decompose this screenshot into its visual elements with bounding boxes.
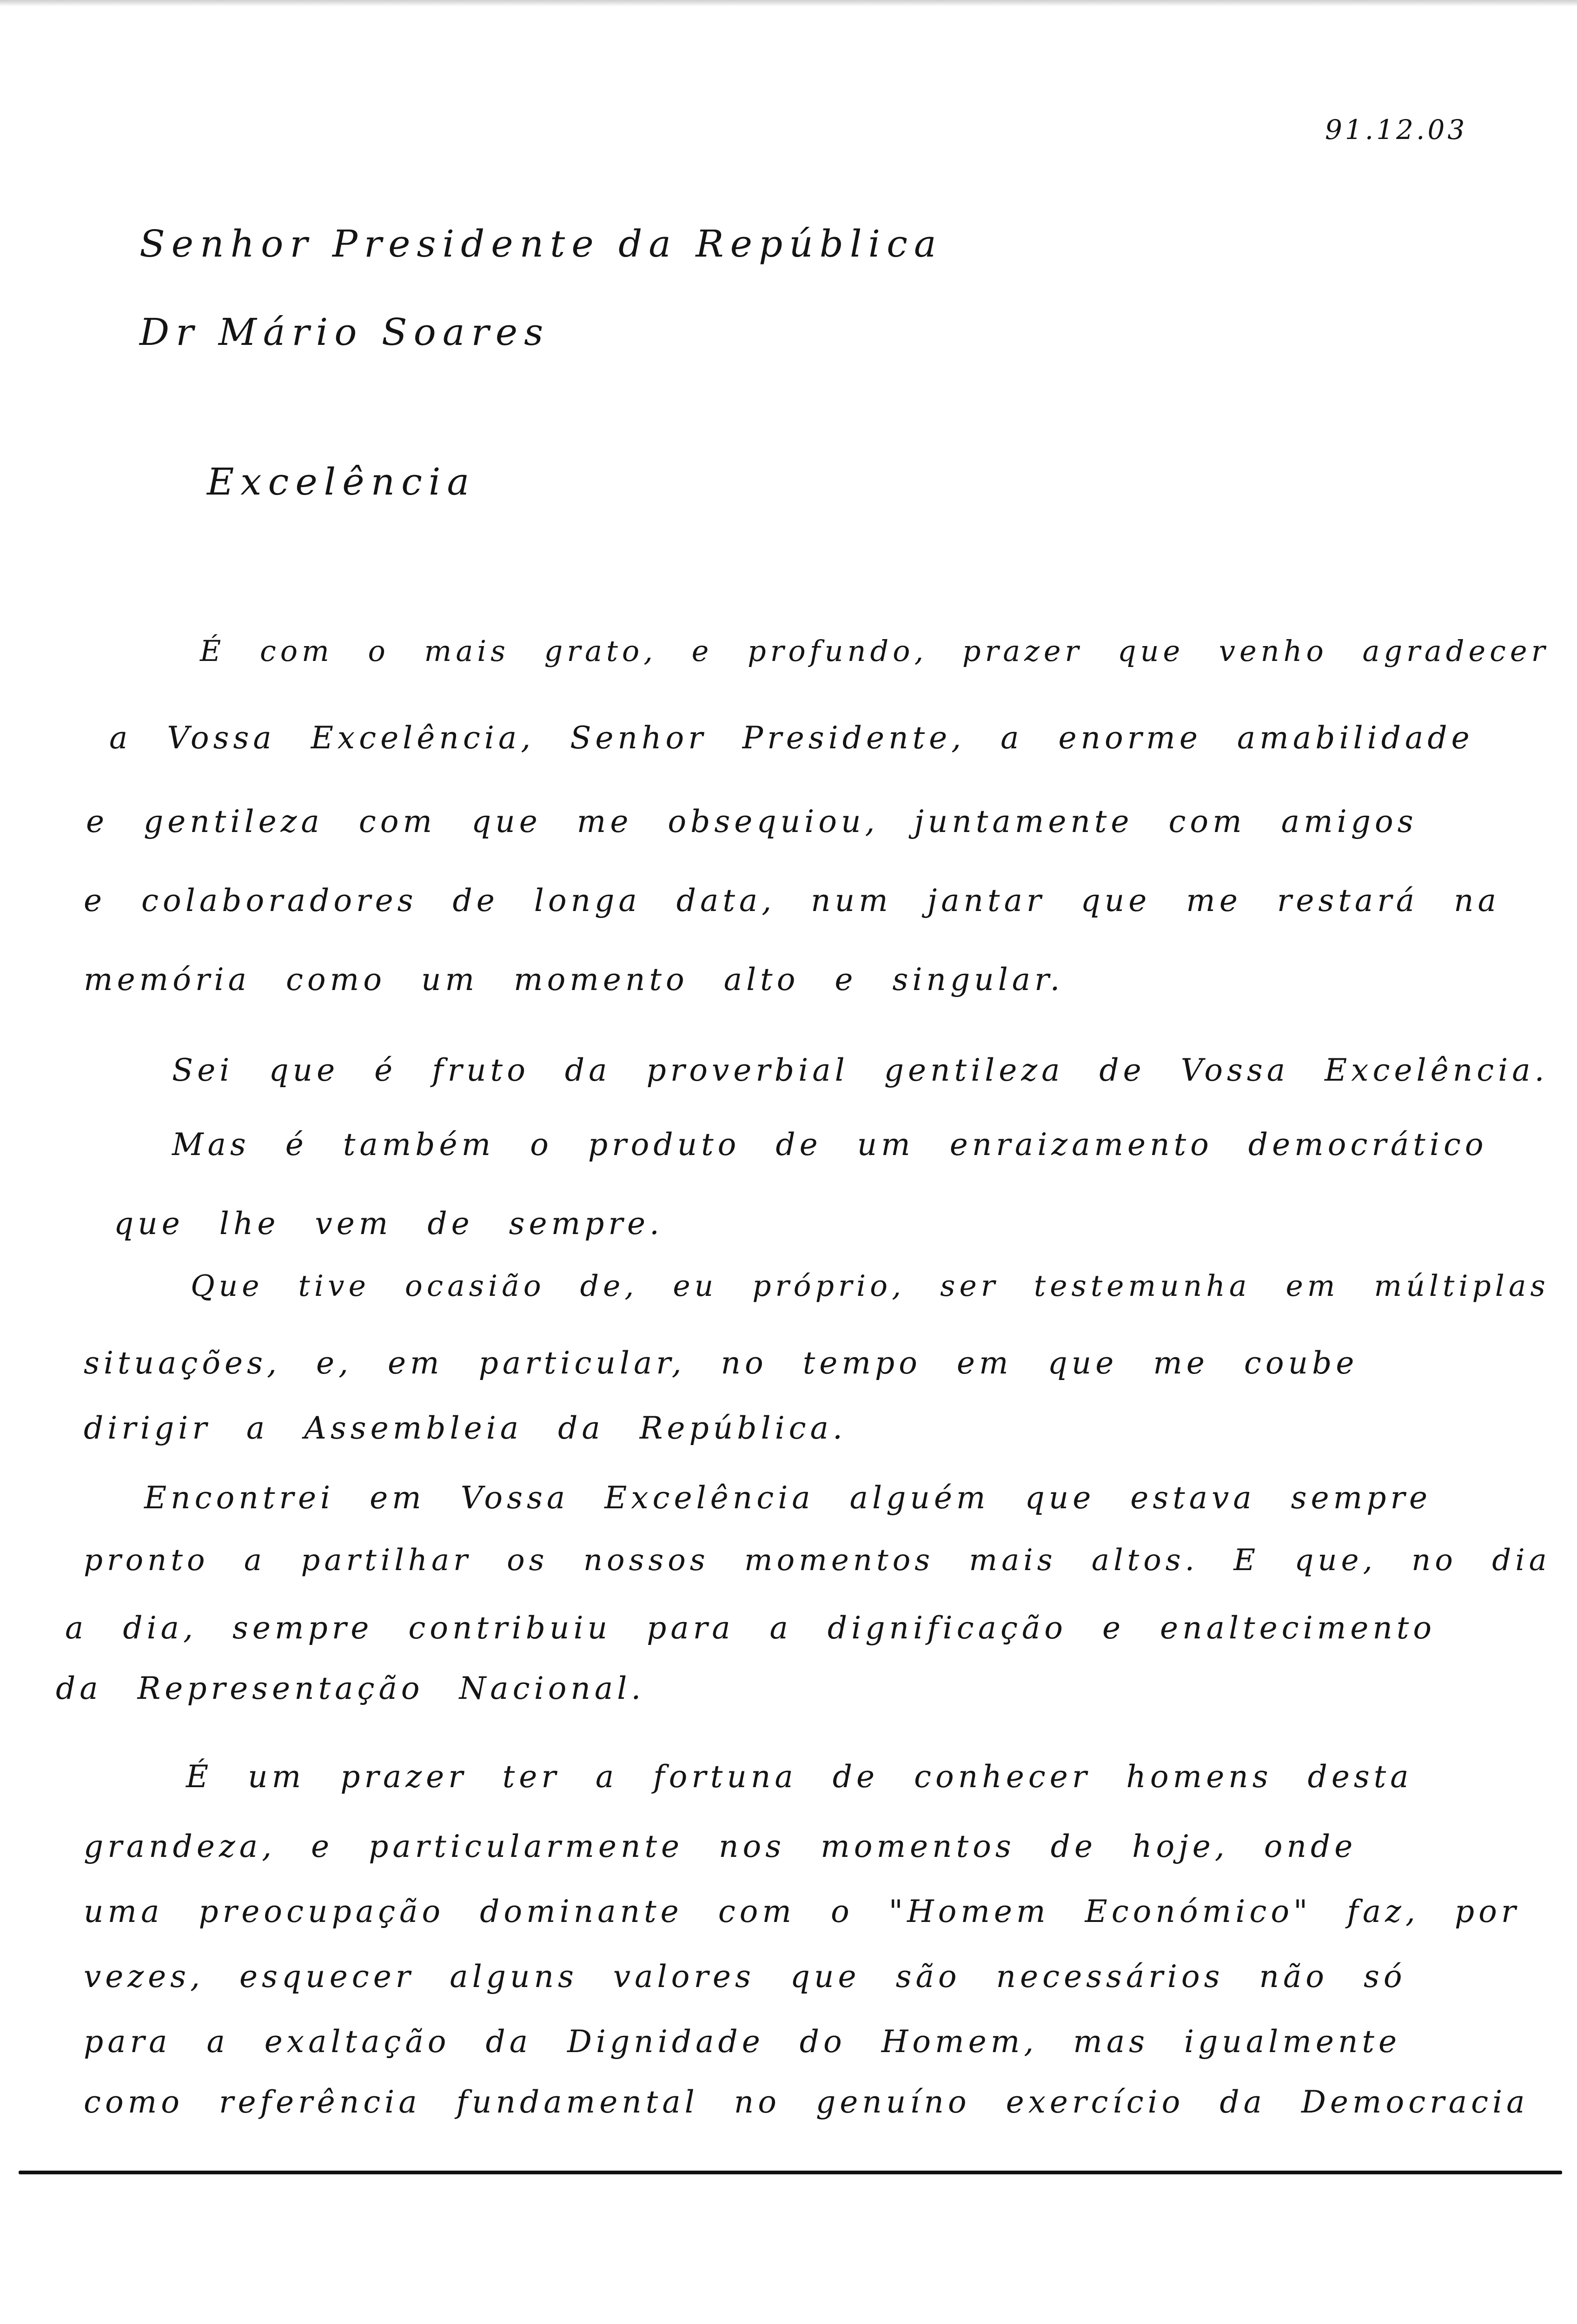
letter-line: Que tive ocasião de, eu próprio, ser testemunha em múltiplas bbox=[191, 1269, 1550, 1303]
letter-line: e colaboradores de longa data, num jantar que me restará na bbox=[84, 883, 1500, 918]
letter-line: situações, e, em particular, no tempo em que me coube bbox=[84, 1345, 1358, 1381]
salutation-addressee-title: Senhor Presidente da República bbox=[139, 222, 943, 265]
letter-line: grandeza, e particularmente nos momentos de hoje, onde bbox=[84, 1829, 1357, 1864]
letter-date: 91.12.03 bbox=[1325, 114, 1468, 145]
letter-line: como referência fundamental no genuíno exercício da Democracia bbox=[84, 2084, 1529, 2120]
letter-line: e gentileza com que me obsequiou, juntamente com amigos bbox=[86, 804, 1418, 839]
letter-line: Sei que é fruto da proverbial gentileza de Vossa Excelência. bbox=[172, 1052, 1549, 1088]
letter-line: Mas é também o produto de um enraizamento democrático bbox=[172, 1127, 1488, 1162]
letter-line: Encontrei em Vossa Excelência alguém que estava sempre bbox=[144, 1480, 1432, 1516]
letter-line: da Representação Nacional. bbox=[56, 1670, 645, 1706]
greeting: Excelência bbox=[207, 460, 476, 503]
letter-line: memória como um momento alto e singular. bbox=[84, 962, 1064, 997]
page-bottom-rule bbox=[19, 2171, 1562, 2174]
letter-line: para a exaltação da Dignidade do Homem, mas igualmente bbox=[84, 2024, 1401, 2060]
letter-line: a Vossa Excelência, Senhor Presidente, a enorme amabilidade bbox=[109, 720, 1474, 756]
scan-top-edge bbox=[0, 0, 1577, 7]
letter-line: vezes, esquecer alguns valores que são necessários não só bbox=[84, 1959, 1406, 1994]
letter-line: a dia, sempre contribuiu para a dignificação e enaltecimento bbox=[65, 1610, 1436, 1646]
salutation-addressee-name: Dr Mário Soares bbox=[139, 310, 550, 354]
letter-line: É um prazer ter a fortuna de conhecer homens desta bbox=[186, 1759, 1413, 1795]
letter-line: que lhe vem de sempre. bbox=[114, 1206, 663, 1241]
letter-line: pronto a partilhar os nossos momentos mais altos. E que, no dia bbox=[84, 1543, 1551, 1578]
letter-line: uma preocupação dominante com o "Homem Económico" faz, por bbox=[84, 1894, 1520, 1929]
letter-line: É com o mais grato, e profundo, prazer que venho agradecer bbox=[200, 634, 1550, 668]
letter-line: dirigir a Assembleia da República. bbox=[84, 1410, 847, 1446]
